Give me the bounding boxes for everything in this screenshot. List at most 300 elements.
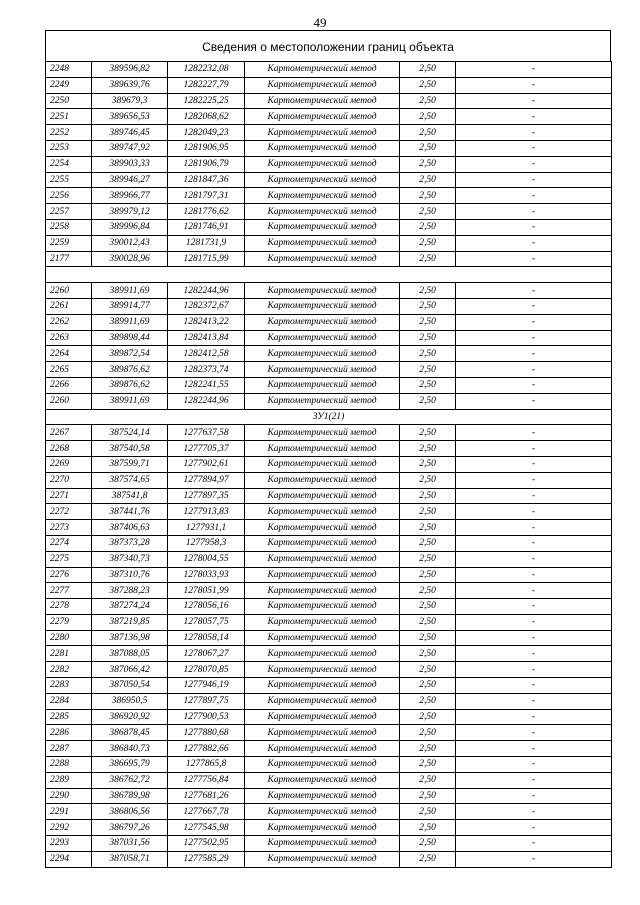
method-cell: Картометрический метод — [245, 77, 400, 93]
point-number-cell: 2270 — [46, 472, 92, 488]
point-number-cell: 2272 — [46, 504, 92, 520]
table-row — [46, 393, 612, 409]
x-coordinate-cell: 389911,69 — [92, 314, 168, 330]
point-number-cell: 2265 — [46, 362, 92, 378]
table-row — [46, 804, 612, 820]
page-number: 49 — [313, 15, 327, 30]
method-cell: Картометрический метод — [245, 283, 400, 299]
description-cell: - — [456, 219, 612, 235]
x-coordinate-cell: 389679,3 — [92, 93, 168, 109]
point-number-cell: 2279 — [46, 614, 92, 630]
method-cell: Картометрический метод — [245, 772, 400, 788]
separator-cell — [46, 267, 612, 283]
point-number-cell: 2177 — [46, 251, 92, 267]
y-coordinate-cell: 1277637,58 — [168, 425, 245, 441]
method-cell: Картометрический метод — [245, 156, 400, 172]
table-row — [46, 204, 612, 220]
x-coordinate-cell: 389914,77 — [92, 298, 168, 314]
table-row — [46, 77, 612, 93]
point-number-cell: 2257 — [46, 204, 92, 220]
accuracy-cell: 2,50 — [400, 204, 456, 220]
method-cell: Картометрический метод — [245, 188, 400, 204]
description-cell: - — [456, 725, 612, 741]
accuracy-cell: 2,50 — [400, 535, 456, 551]
accuracy-cell: 2,50 — [400, 251, 456, 267]
y-coordinate-cell: 1278056,16 — [168, 599, 245, 615]
table-row — [46, 820, 612, 836]
accuracy-cell: 2,50 — [400, 741, 456, 757]
y-coordinate-cell: 1282372,67 — [168, 298, 245, 314]
method-cell: Картометрический метод — [245, 646, 400, 662]
description-cell: - — [456, 662, 612, 678]
x-coordinate-cell: 389911,69 — [92, 393, 168, 409]
y-coordinate-cell: 1282049,23 — [168, 125, 245, 141]
accuracy-cell: 2,50 — [400, 346, 456, 362]
y-coordinate-cell: 1281847,36 — [168, 172, 245, 188]
point-number-cell: 2278 — [46, 599, 92, 615]
accuracy-cell: 2,50 — [400, 188, 456, 204]
method-cell: Картометрический метод — [245, 377, 400, 393]
y-coordinate-cell: 1277585,29 — [168, 851, 245, 867]
x-coordinate-cell: 390028,96 — [92, 251, 168, 267]
accuracy-cell: 2,50 — [400, 219, 456, 235]
x-coordinate-cell: 386806,56 — [92, 804, 168, 820]
accuracy-cell: 2,50 — [400, 583, 456, 599]
x-coordinate-cell: 387340,73 — [92, 551, 168, 567]
description-cell: - — [456, 583, 612, 599]
description-cell: - — [456, 488, 612, 504]
point-number-cell: 2258 — [46, 219, 92, 235]
accuracy-cell: 2,50 — [400, 330, 456, 346]
y-coordinate-cell: 1277705,37 — [168, 441, 245, 457]
table-row — [46, 472, 612, 488]
x-coordinate-cell: 387274,24 — [92, 599, 168, 615]
point-number-cell: 2259 — [46, 235, 92, 251]
accuracy-cell: 2,50 — [400, 235, 456, 251]
method-cell: Картометрический метод — [245, 393, 400, 409]
accuracy-cell: 2,50 — [400, 93, 456, 109]
y-coordinate-cell: 1277894,97 — [168, 472, 245, 488]
y-coordinate-cell: 1278067,27 — [168, 646, 245, 662]
accuracy-cell: 2,50 — [400, 140, 456, 156]
y-coordinate-cell: 1277902,61 — [168, 456, 245, 472]
description-cell: - — [456, 283, 612, 299]
accuracy-cell: 2,50 — [400, 472, 456, 488]
y-coordinate-cell: 1277545,98 — [168, 820, 245, 836]
point-number-cell: 2283 — [46, 678, 92, 694]
description-cell: - — [456, 425, 612, 441]
x-coordinate-cell: 389911,69 — [92, 283, 168, 299]
table-row — [46, 93, 612, 109]
y-coordinate-cell: 1282227,79 — [168, 77, 245, 93]
description-cell: - — [456, 362, 612, 378]
point-number-cell: 2286 — [46, 725, 92, 741]
point-number-cell: 2260 — [46, 393, 92, 409]
accuracy-cell: 2,50 — [400, 377, 456, 393]
accuracy-cell: 2,50 — [400, 77, 456, 93]
point-number-cell: 2294 — [46, 851, 92, 867]
point-number-cell: 2250 — [46, 93, 92, 109]
accuracy-cell: 2,50 — [400, 441, 456, 457]
x-coordinate-cell: 387524,14 — [92, 425, 168, 441]
accuracy-cell: 2,50 — [400, 757, 456, 773]
method-cell: Картометрический метод — [245, 504, 400, 520]
accuracy-cell: 2,50 — [400, 551, 456, 567]
y-coordinate-cell: 1282225,25 — [168, 93, 245, 109]
y-coordinate-cell: 1282413,22 — [168, 314, 245, 330]
method-cell: Картометрический метод — [245, 836, 400, 852]
y-coordinate-cell: 1281906,79 — [168, 156, 245, 172]
description-cell: - — [456, 741, 612, 757]
table-row — [46, 314, 612, 330]
y-coordinate-cell: 1277931,1 — [168, 520, 245, 536]
description-cell: - — [456, 456, 612, 472]
description-cell: - — [456, 504, 612, 520]
table-row — [46, 62, 612, 78]
accuracy-cell: 2,50 — [400, 156, 456, 172]
point-number-cell: 2275 — [46, 551, 92, 567]
y-coordinate-cell: 1277900,53 — [168, 709, 245, 725]
x-coordinate-cell: 387066,42 — [92, 662, 168, 678]
x-coordinate-cell: 389656,53 — [92, 109, 168, 125]
x-coordinate-cell: 387136,98 — [92, 630, 168, 646]
accuracy-cell: 2,50 — [400, 678, 456, 694]
method-cell: Картометрический метод — [245, 472, 400, 488]
method-cell: Картометрический метод — [245, 172, 400, 188]
description-cell: - — [456, 188, 612, 204]
x-coordinate-cell: 386878,45 — [92, 725, 168, 741]
table-row — [46, 614, 612, 630]
table-row — [46, 599, 612, 615]
table-row — [46, 709, 612, 725]
description-cell: - — [456, 235, 612, 251]
x-coordinate-cell: 387058,71 — [92, 851, 168, 867]
method-cell: Картометрический метод — [245, 314, 400, 330]
point-number-cell: 2262 — [46, 314, 92, 330]
x-coordinate-cell: 389639,76 — [92, 77, 168, 93]
table-row — [46, 377, 612, 393]
table-row — [46, 140, 612, 156]
accuracy-cell: 2,50 — [400, 567, 456, 583]
method-cell: Картометрический метод — [245, 741, 400, 757]
method-cell: Картометрический метод — [245, 757, 400, 773]
point-number-cell: 2267 — [46, 425, 92, 441]
accuracy-cell: 2,50 — [400, 314, 456, 330]
point-number-cell: 2285 — [46, 709, 92, 725]
y-coordinate-cell: 1282412,58 — [168, 346, 245, 362]
x-coordinate-cell: 386695,79 — [92, 757, 168, 773]
point-number-cell: 2269 — [46, 456, 92, 472]
description-cell: - — [456, 630, 612, 646]
description-cell: - — [456, 757, 612, 773]
description-cell: - — [456, 204, 612, 220]
section-label-row — [46, 409, 612, 425]
table-row — [46, 662, 612, 678]
point-number-cell: 2263 — [46, 330, 92, 346]
x-coordinate-cell: 389898,44 — [92, 330, 168, 346]
point-number-cell: 2248 — [46, 62, 92, 78]
y-coordinate-cell: 1281731,9 — [168, 235, 245, 251]
table-row — [46, 125, 612, 141]
description-cell: - — [456, 851, 612, 867]
point-number-cell: 2281 — [46, 646, 92, 662]
method-cell: Картометрический метод — [245, 346, 400, 362]
method-cell: Картометрический метод — [245, 630, 400, 646]
x-coordinate-cell: 387540,58 — [92, 441, 168, 457]
point-number-cell: 2261 — [46, 298, 92, 314]
table-row — [46, 583, 612, 599]
point-number-cell: 2252 — [46, 125, 92, 141]
method-cell: Картометрический метод — [245, 599, 400, 615]
accuracy-cell: 2,50 — [400, 646, 456, 662]
x-coordinate-cell: 387219,85 — [92, 614, 168, 630]
point-number-cell: 2255 — [46, 172, 92, 188]
accuracy-cell: 2,50 — [400, 298, 456, 314]
method-cell: Картометрический метод — [245, 583, 400, 599]
point-number-cell: 2276 — [46, 567, 92, 583]
separator-row — [46, 267, 612, 283]
coordinates-table — [45, 61, 612, 868]
description-cell: - — [456, 567, 612, 583]
description-cell: - — [456, 788, 612, 804]
x-coordinate-cell: 390012,43 — [92, 235, 168, 251]
description-cell: - — [456, 678, 612, 694]
point-number-cell: 2292 — [46, 820, 92, 836]
method-cell: Картометрический метод — [245, 362, 400, 378]
coordinates-table-frame — [45, 30, 611, 868]
point-number-cell: 2253 — [46, 140, 92, 156]
description-cell: - — [456, 551, 612, 567]
accuracy-cell: 2,50 — [400, 662, 456, 678]
y-coordinate-cell: 1277913,83 — [168, 504, 245, 520]
point-number-cell: 2274 — [46, 535, 92, 551]
point-number-cell: 2271 — [46, 488, 92, 504]
description-cell: - — [456, 109, 612, 125]
point-number-cell: 2293 — [46, 836, 92, 852]
x-coordinate-cell: 387288,23 — [92, 583, 168, 599]
method-cell: Картометрический метод — [245, 425, 400, 441]
x-coordinate-cell: 387441,76 — [92, 504, 168, 520]
description-cell: - — [456, 140, 612, 156]
accuracy-cell: 2,50 — [400, 456, 456, 472]
method-cell: Картометрический метод — [245, 125, 400, 141]
x-coordinate-cell: 389979,12 — [92, 204, 168, 220]
accuracy-cell: 2,50 — [400, 693, 456, 709]
description-cell: - — [456, 614, 612, 630]
table-row — [46, 725, 612, 741]
description-cell: - — [456, 535, 612, 551]
description-cell: - — [456, 298, 612, 314]
method-cell: Картометрический метод — [245, 804, 400, 820]
y-coordinate-cell: 1281715,99 — [168, 251, 245, 267]
y-coordinate-cell: 1277897,75 — [168, 693, 245, 709]
point-number-cell: 2288 — [46, 757, 92, 773]
table-row — [46, 520, 612, 536]
x-coordinate-cell: 389876,62 — [92, 377, 168, 393]
table-row — [46, 188, 612, 204]
method-cell: Картометрический метод — [245, 219, 400, 235]
x-coordinate-cell: 387373,28 — [92, 535, 168, 551]
y-coordinate-cell: 1278004,55 — [168, 551, 245, 567]
method-cell: Картометрический метод — [245, 820, 400, 836]
y-coordinate-cell: 1278057,75 — [168, 614, 245, 630]
method-cell: Картометрический метод — [245, 693, 400, 709]
point-number-cell: 2277 — [46, 583, 92, 599]
method-cell: Картометрический метод — [245, 788, 400, 804]
description-cell: - — [456, 441, 612, 457]
x-coordinate-cell: 389966,77 — [92, 188, 168, 204]
table-row — [46, 362, 612, 378]
description-cell: - — [456, 62, 612, 78]
method-cell: Картометрический метод — [245, 662, 400, 678]
point-number-cell: 2266 — [46, 377, 92, 393]
point-number-cell: 2268 — [46, 441, 92, 457]
y-coordinate-cell: 1278033,93 — [168, 567, 245, 583]
description-cell: - — [456, 172, 612, 188]
x-coordinate-cell: 387574,65 — [92, 472, 168, 488]
x-coordinate-cell: 389747,92 — [92, 140, 168, 156]
x-coordinate-cell: 386840,73 — [92, 741, 168, 757]
table-title: Сведения о местоположении границ объекта — [45, 30, 611, 61]
description-cell: - — [456, 520, 612, 536]
point-number-cell: 2254 — [46, 156, 92, 172]
description-cell: - — [456, 709, 612, 725]
table-row — [46, 251, 612, 267]
point-number-cell: 2290 — [46, 788, 92, 804]
y-coordinate-cell: 1278070,85 — [168, 662, 245, 678]
method-cell: Картометрический метод — [245, 298, 400, 314]
point-number-cell: 2282 — [46, 662, 92, 678]
table-row — [46, 693, 612, 709]
method-cell: Картометрический метод — [245, 62, 400, 78]
table-row — [46, 678, 612, 694]
table-row — [46, 741, 612, 757]
point-number-cell: 2260 — [46, 283, 92, 299]
table-row — [46, 836, 612, 852]
method-cell: Картометрический метод — [245, 109, 400, 125]
y-coordinate-cell: 1281906,95 — [168, 140, 245, 156]
x-coordinate-cell: 387088,05 — [92, 646, 168, 662]
y-coordinate-cell: 1277946,19 — [168, 678, 245, 694]
table-row — [46, 283, 612, 299]
description-cell: - — [456, 314, 612, 330]
method-cell: Картометрический метод — [245, 520, 400, 536]
accuracy-cell: 2,50 — [400, 172, 456, 188]
description-cell: - — [456, 393, 612, 409]
accuracy-cell: 2,50 — [400, 709, 456, 725]
y-coordinate-cell: 1281776,62 — [168, 204, 245, 220]
x-coordinate-cell: 386920,92 — [92, 709, 168, 725]
accuracy-cell: 2,50 — [400, 62, 456, 78]
description-cell: - — [456, 251, 612, 267]
table-row — [46, 441, 612, 457]
method-cell: Картометрический метод — [245, 235, 400, 251]
y-coordinate-cell: 1282068,62 — [168, 109, 245, 125]
x-coordinate-cell: 387541,8 — [92, 488, 168, 504]
y-coordinate-cell: 1282244,96 — [168, 283, 245, 299]
y-coordinate-cell: 1282241,55 — [168, 377, 245, 393]
table-row — [46, 851, 612, 867]
y-coordinate-cell: 1281797,31 — [168, 188, 245, 204]
description-cell: - — [456, 804, 612, 820]
table-row — [46, 156, 612, 172]
point-number-cell: 2284 — [46, 693, 92, 709]
method-cell: Картометрический метод — [245, 488, 400, 504]
y-coordinate-cell: 1277502,95 — [168, 836, 245, 852]
method-cell: Картометрический метод — [245, 567, 400, 583]
x-coordinate-cell: 386762,72 — [92, 772, 168, 788]
x-coordinate-cell: 389946,27 — [92, 172, 168, 188]
y-coordinate-cell: 1277958,3 — [168, 535, 245, 551]
table-row — [46, 172, 612, 188]
accuracy-cell: 2,50 — [400, 109, 456, 125]
y-coordinate-cell: 1282244,96 — [168, 393, 245, 409]
x-coordinate-cell: 387406,63 — [92, 520, 168, 536]
table-row — [46, 757, 612, 773]
x-coordinate-cell: 386950,5 — [92, 693, 168, 709]
point-number-cell: 2251 — [46, 109, 92, 125]
accuracy-cell: 2,50 — [400, 804, 456, 820]
method-cell: Картометрический метод — [245, 330, 400, 346]
accuracy-cell: 2,50 — [400, 599, 456, 615]
method-cell: Картометрический метод — [245, 535, 400, 551]
point-number-cell: 2287 — [46, 741, 92, 757]
point-number-cell: 2256 — [46, 188, 92, 204]
accuracy-cell: 2,50 — [400, 425, 456, 441]
x-coordinate-cell: 387599,71 — [92, 456, 168, 472]
point-number-cell: 2291 — [46, 804, 92, 820]
x-coordinate-cell: 386789,98 — [92, 788, 168, 804]
description-cell: - — [456, 472, 612, 488]
accuracy-cell: 2,50 — [400, 851, 456, 867]
table-row — [46, 535, 612, 551]
x-coordinate-cell: 389596,82 — [92, 62, 168, 78]
table-row — [46, 630, 612, 646]
point-number-cell: 2273 — [46, 520, 92, 536]
description-cell: - — [456, 646, 612, 662]
coordinates-table-body — [46, 62, 612, 868]
method-cell: Картометрический метод — [245, 93, 400, 109]
method-cell: Картометрический метод — [245, 614, 400, 630]
description-cell: - — [456, 93, 612, 109]
y-coordinate-cell: 1277667,78 — [168, 804, 245, 820]
table-row — [46, 330, 612, 346]
x-coordinate-cell: 387050,54 — [92, 678, 168, 694]
y-coordinate-cell: 1282232,08 — [168, 62, 245, 78]
description-cell: - — [456, 599, 612, 615]
accuracy-cell: 2,50 — [400, 772, 456, 788]
table-row — [46, 646, 612, 662]
table-row — [46, 298, 612, 314]
description-cell: - — [456, 772, 612, 788]
method-cell: Картометрический метод — [245, 251, 400, 267]
description-cell: - — [456, 377, 612, 393]
table-row — [46, 425, 612, 441]
section-label: ЗУ1(21) — [46, 409, 612, 425]
accuracy-cell: 2,50 — [400, 488, 456, 504]
method-cell: Картометрический метод — [245, 678, 400, 694]
description-cell: - — [456, 693, 612, 709]
accuracy-cell: 2,50 — [400, 393, 456, 409]
accuracy-cell: 2,50 — [400, 630, 456, 646]
y-coordinate-cell: 1282413,84 — [168, 330, 245, 346]
table-row — [46, 456, 612, 472]
point-number-cell: 2264 — [46, 346, 92, 362]
table-row — [46, 235, 612, 251]
accuracy-cell: 2,50 — [400, 504, 456, 520]
table-row — [46, 772, 612, 788]
table-row — [46, 488, 612, 504]
